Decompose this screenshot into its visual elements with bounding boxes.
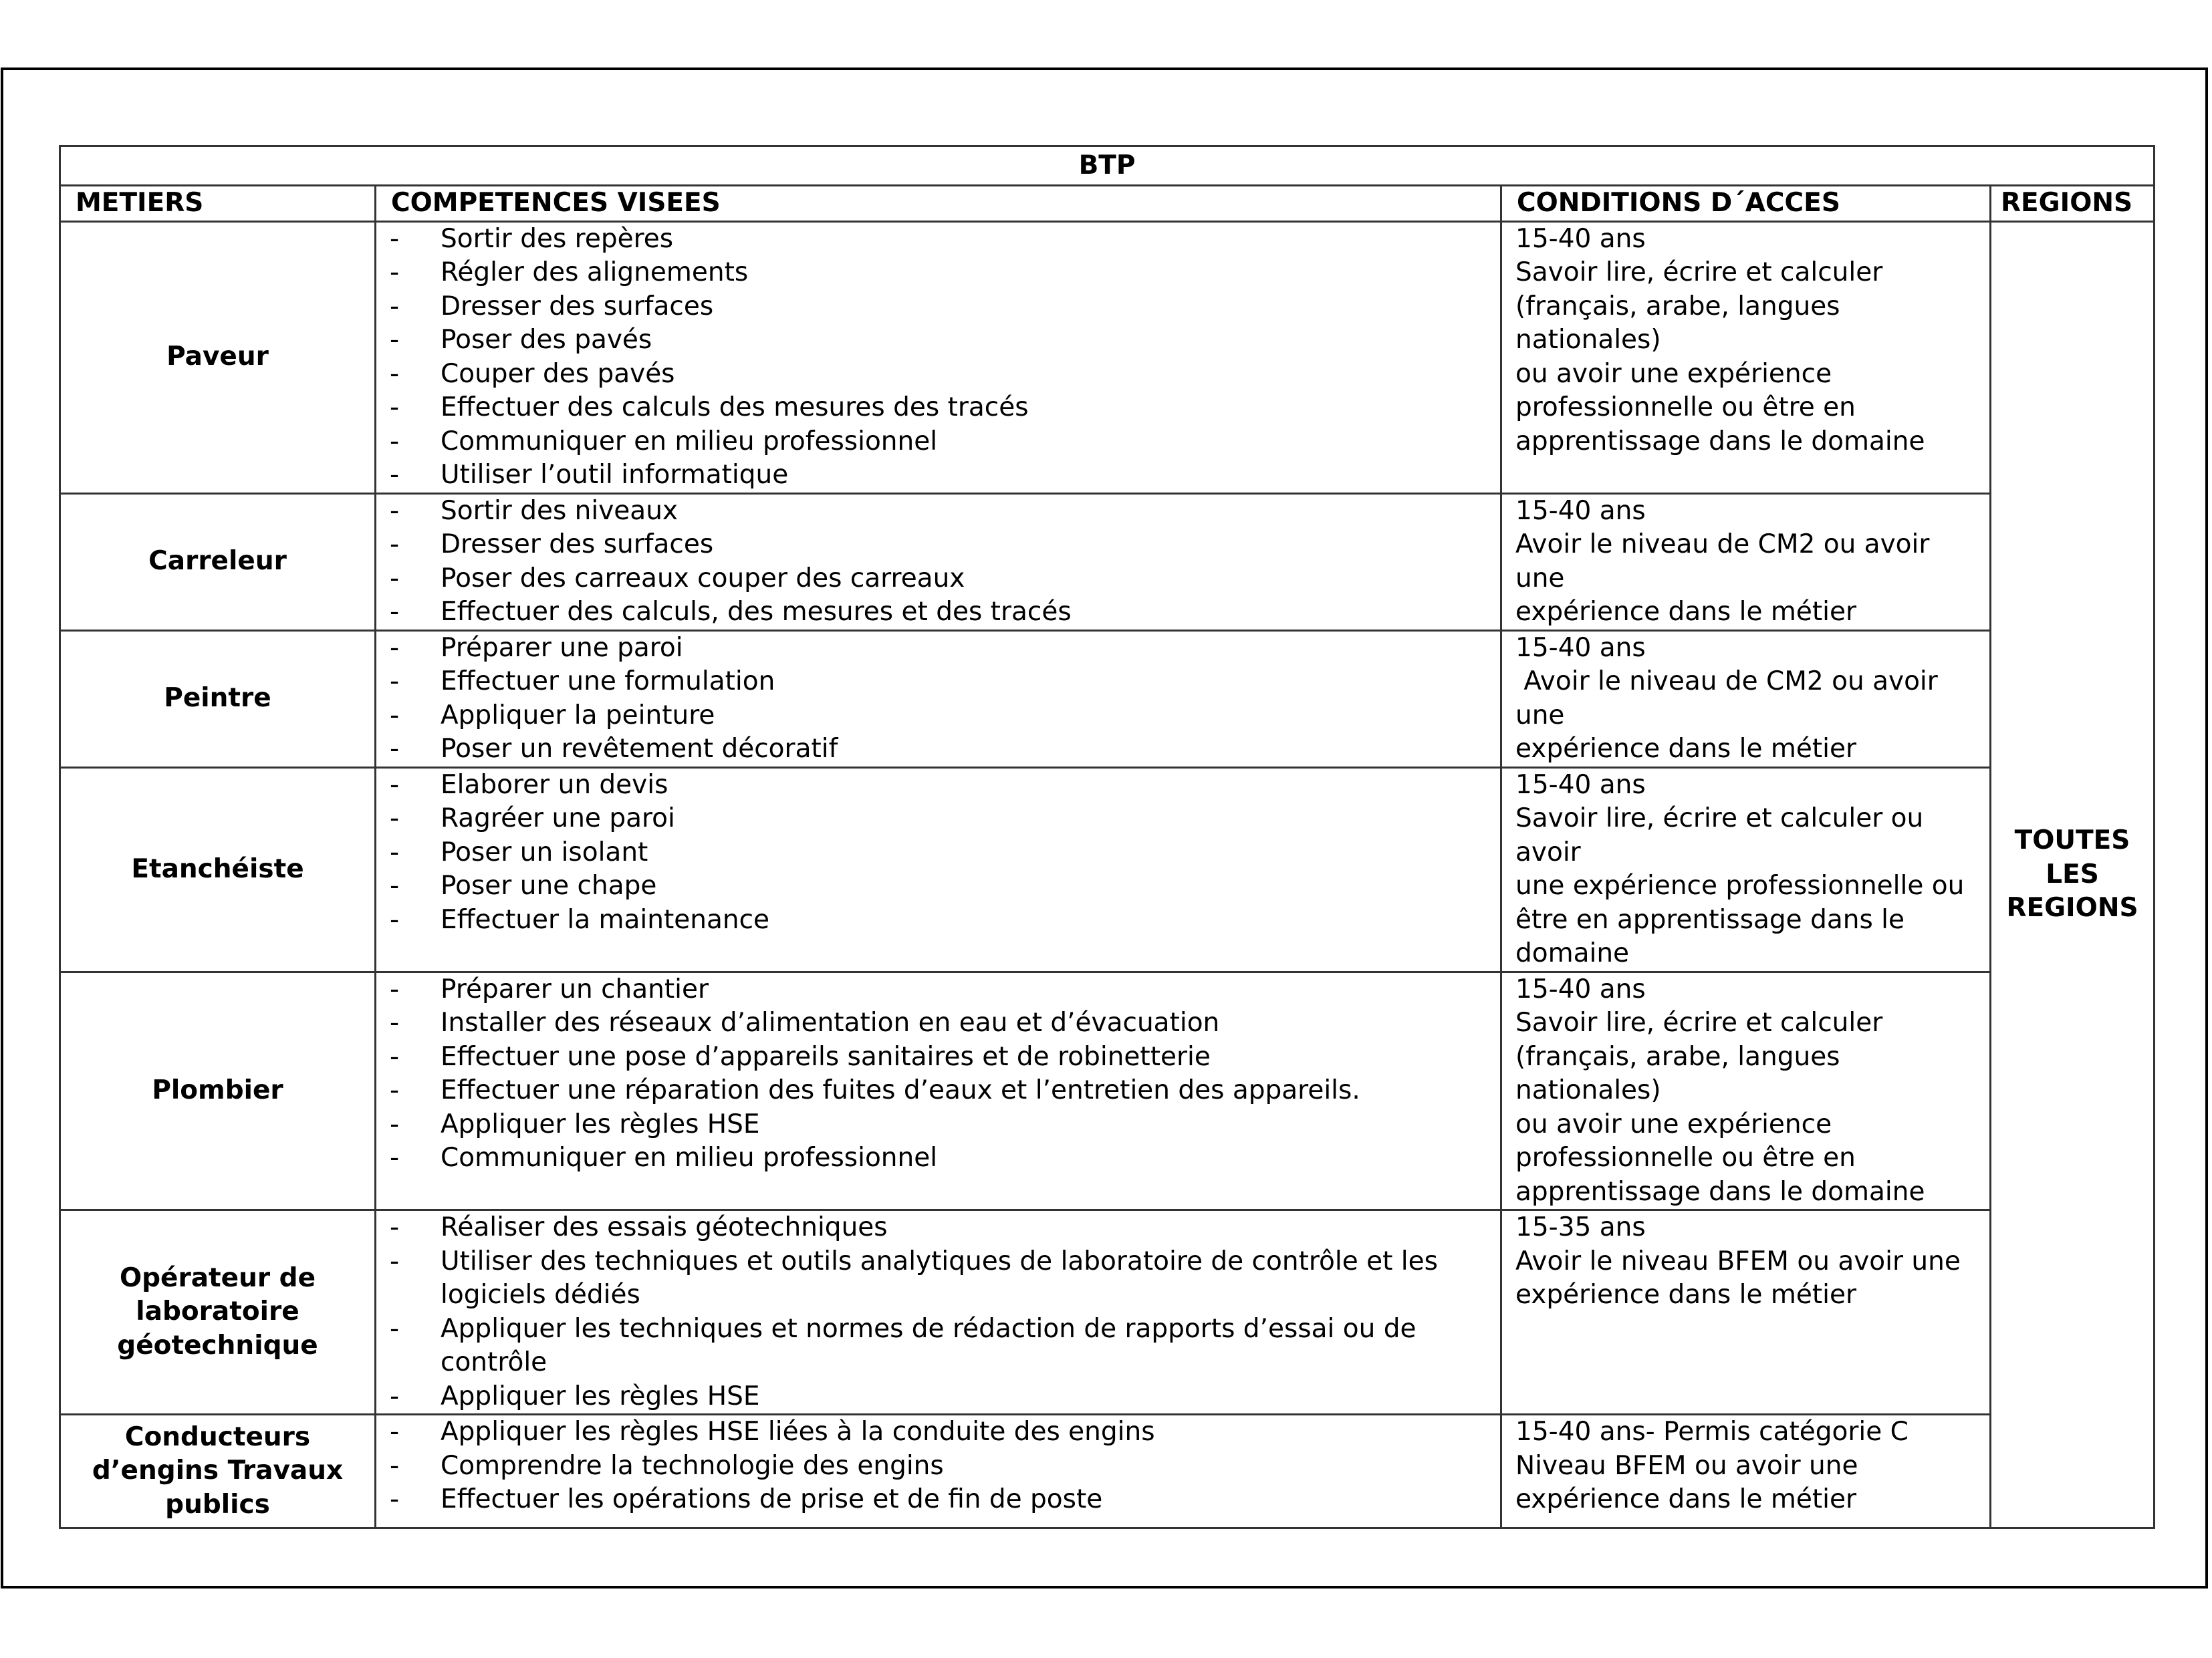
condition-line: ou avoir une expérience <box>1515 358 1832 389</box>
condition-line: professionnelle ou être en <box>1515 392 1856 422</box>
list-item: - Effectuer une pose d’appareils sanitaires et de robinetterie <box>376 1041 1500 1075</box>
metier-line: d’engins Travaux <box>92 1456 344 1486</box>
metier-cell: Etanchéiste <box>60 767 376 972</box>
list-item: - Régler des alignements <box>376 256 1500 290</box>
list-item: - Elaborer un devis <box>376 769 1500 803</box>
regions-line: TOUTES <box>2014 825 2130 855</box>
condition-line: Avoir le niveau de CM2 ou avoir une <box>1515 666 1947 730</box>
condition-line: expérience dans le métier <box>1515 1280 1857 1310</box>
list-item: - Effectuer la maintenance <box>376 904 1500 938</box>
condition-line: expérience dans le métier <box>1515 597 1857 627</box>
list-item: - Appliquer les règles HSE <box>376 1380 1500 1414</box>
condition-line: professionnelle ou être en <box>1515 1143 1856 1173</box>
conditions-cell <box>1501 221 1991 493</box>
list-item: - Appliquer les techniques et normes de rédaction de rapports d’essai ou de contrôle <box>376 1312 1500 1380</box>
condition-line: (français, arabe, langues nationales) <box>1515 1041 1848 1105</box>
metier-line: publics <box>165 1489 270 1520</box>
condition-line: Savoir lire, écrire et calculer <box>1515 1008 1883 1038</box>
conditions-cell <box>1501 630 1991 767</box>
conditions-cell <box>1501 972 1991 1210</box>
condition-line: domaine <box>1515 938 1630 968</box>
list-item: - Communiquer en milieu professionnel <box>376 425 1500 459</box>
metier-cell: Peintre <box>60 630 376 767</box>
competences-list <box>376 1211 1500 1413</box>
condition-line: 15-40 ans <box>1515 974 1646 1004</box>
condition-line: 15-40 ans <box>1515 769 1646 800</box>
condition-line: Savoir lire, écrire et calculer ou avoir <box>1515 803 1932 867</box>
competences-cell <box>376 493 1501 630</box>
header-row <box>60 186 2155 222</box>
condition-line: être en apprentissage dans le <box>1515 904 1904 935</box>
competences-list <box>376 1415 1500 1517</box>
list-item: - Réaliser des essais géotechniques <box>376 1211 1500 1245</box>
list-item: - Sortir des niveaux <box>376 495 1500 529</box>
condition-line: Avoir le niveau BFEM ou avoir une <box>1515 1246 1961 1276</box>
condition-line: apprentissage dans le domaine <box>1515 1176 1925 1207</box>
condition-line: 15-40 ans <box>1515 632 1646 663</box>
condition-line: 15-35 ans <box>1515 1212 1646 1242</box>
conditions-cell <box>1501 493 1991 630</box>
competences-cell <box>376 1415 1501 1528</box>
table-row <box>60 630 2155 767</box>
condition-line: Niveau BFEM ou avoir une <box>1515 1450 1858 1481</box>
list-item: - Préparer une paroi <box>376 632 1500 666</box>
table-row <box>60 1210 2155 1415</box>
table-row <box>60 972 2155 1210</box>
condition-line: ou avoir une expérience <box>1515 1109 1832 1139</box>
competences-list <box>376 495 1500 630</box>
list-item: - Effectuer une formulation <box>376 665 1500 699</box>
metier-line: laboratoire <box>136 1296 299 1327</box>
competences-list <box>376 223 1500 493</box>
list-item: - Poser une chape <box>376 869 1500 904</box>
table-row <box>60 767 2155 972</box>
condition-line: expérience dans le métier <box>1515 1484 1857 1514</box>
list-item: - Poser des carreaux couper des carreaux <box>376 562 1500 596</box>
metier-cell: Carreleur <box>60 493 376 630</box>
list-item: - Préparer un chantier <box>376 973 1500 1007</box>
list-item: - Effectuer des calculs, des mesures et des tracés <box>376 595 1500 630</box>
competences-cell <box>376 767 1501 972</box>
competences-cell <box>376 221 1501 493</box>
condition-line: 15-40 ans- Permis catégorie C <box>1515 1417 1909 1447</box>
competences-cell <box>376 972 1501 1210</box>
list-item: - Poser un revêtement décoratif <box>376 732 1500 767</box>
condition-line: Avoir le niveau de CM2 ou avoir une <box>1515 529 1938 593</box>
list-item: - Installer des réseaux d’alimentation en eau et d’évacuation <box>376 1006 1500 1041</box>
table-title: BTP <box>60 146 2155 186</box>
list-item: - Ragréer une paroi <box>376 802 1500 836</box>
list-item: - Effectuer des calculs des mesures des tracés <box>376 391 1500 425</box>
competences-cell <box>376 1210 1501 1415</box>
list-item: - Communiquer en milieu professionnel <box>376 1141 1500 1176</box>
metier-line: Opérateur de <box>119 1262 316 1293</box>
table-row <box>60 493 2155 630</box>
list-item: - Dresser des surfaces <box>376 290 1500 324</box>
condition-line: 15-40 ans <box>1515 495 1646 526</box>
header-conditions: CONDITIONS D´ACCES <box>1501 186 1991 222</box>
conditions-cell <box>1501 767 1991 972</box>
btp-table <box>59 145 2155 1529</box>
table-row <box>60 221 2155 493</box>
list-item: - Effectuer une réparation des fuites d’eaux et l’entretien des appareils. <box>376 1074 1500 1108</box>
condition-line: (français, arabe, langues nationales) <box>1515 291 1848 355</box>
condition-line: Savoir lire, écrire et calculer <box>1515 257 1883 287</box>
condition-line: expérience dans le métier <box>1515 734 1857 764</box>
metier-cell <box>60 1210 376 1415</box>
condition-line: apprentissage dans le domaine <box>1515 426 1925 456</box>
list-item: - Dresser des surfaces <box>376 528 1500 562</box>
metier-cell <box>60 1415 376 1528</box>
list-item: - Effectuer les opérations de prise et de fin de poste <box>376 1483 1500 1517</box>
competences-list <box>376 632 1500 767</box>
condition-line: une expérience professionnelle ou <box>1515 871 1965 901</box>
conditions-cell <box>1501 1415 1991 1528</box>
table-row <box>60 1415 2155 1528</box>
competences-cell <box>376 630 1501 767</box>
competences-list <box>376 973 1500 1176</box>
table-title-row <box>60 146 2155 186</box>
list-item: - Appliquer les règles HSE liées à la conduite des engins <box>376 1415 1500 1449</box>
list-item: - Poser un isolant <box>376 836 1500 870</box>
metier-line: géotechnique <box>117 1330 318 1361</box>
list-item: - Poser des pavés <box>376 323 1500 358</box>
header-regions: REGIONS <box>1991 186 2155 222</box>
header-metiers: METIERS <box>60 186 376 222</box>
regions-line: REGIONS <box>2006 893 2138 923</box>
list-item: - Appliquer la peinture <box>376 699 1500 733</box>
conditions-cell <box>1501 1210 1991 1415</box>
list-item: - Comprendre la technologie des engins <box>376 1449 1500 1484</box>
list-item: - Couper des pavés <box>376 358 1500 392</box>
metier-line: Conducteurs <box>124 1421 311 1452</box>
list-item: - Appliquer les règles HSE <box>376 1108 1500 1142</box>
regions-line: LES <box>2046 859 2099 889</box>
condition-line: 15-40 ans <box>1515 223 1646 254</box>
list-item: - Utiliser l’outil informatique <box>376 458 1500 493</box>
metier-cell: Paveur <box>60 221 376 493</box>
header-competences: COMPETENCES VISEES <box>376 186 1501 222</box>
competences-list <box>376 769 1500 938</box>
list-item: - Sortir des repères <box>376 223 1500 257</box>
list-item: - Utiliser des techniques et outils analytiques de laboratoire de contrôle et les logiciels dédiés <box>376 1245 1500 1312</box>
regions-cell <box>1991 221 2155 1528</box>
metier-cell: Plombier <box>60 972 376 1210</box>
